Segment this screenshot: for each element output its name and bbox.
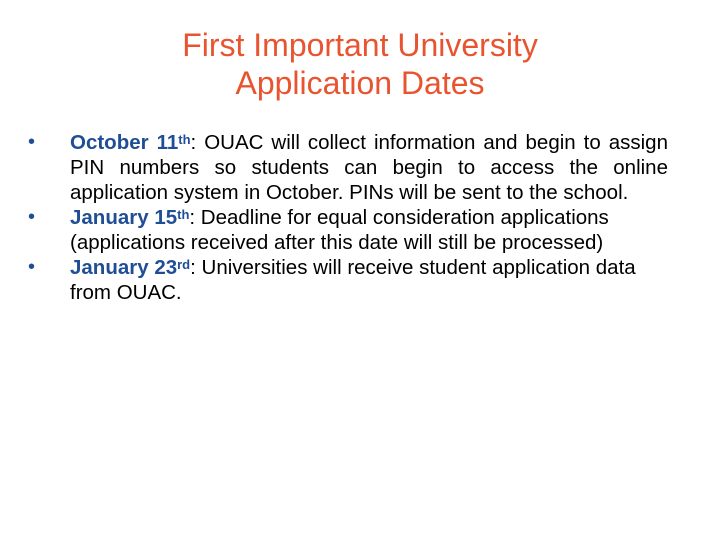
bullet-lead-text: : OUAC will collect xyxy=(190,131,366,154)
bullet-date xyxy=(70,256,190,279)
bullet-lead-text: : Deadline for equal consideration xyxy=(189,206,495,229)
bullet-date-suffix: rd xyxy=(177,257,191,272)
bullet-body-text: information and begin to assign PIN numbers so students can begin to access the online application system in October. PINs will be sent to the school. xyxy=(70,131,668,204)
bullet-item-october xyxy=(28,130,668,205)
bullet-date xyxy=(70,206,189,229)
bullet-dot-icon: • xyxy=(28,256,36,278)
bullet-lead-text: : Universities will receive student xyxy=(190,256,487,279)
bullet-date-text: October 11 xyxy=(70,131,179,154)
bullet-date xyxy=(70,131,191,154)
bullet-list xyxy=(28,130,668,305)
bullet-date-suffix: th xyxy=(178,132,191,147)
bullet-date-text: January 15 xyxy=(70,206,178,229)
bullet-dot-icon: • xyxy=(28,131,36,153)
bullet-item-january-15 xyxy=(28,205,668,255)
bullet-body-text: application data from OUAC. xyxy=(70,256,636,304)
slide-title-line-1: First Important University xyxy=(182,27,538,63)
slide-title xyxy=(60,26,660,102)
bullet-dot-icon: • xyxy=(28,206,36,228)
bullet-date-suffix: th xyxy=(177,207,190,222)
slide-title-line-2: Application Dates xyxy=(235,65,485,101)
bullet-body-text: applications (applications received after this date will still be processed) xyxy=(70,206,609,254)
bullet-date-text: January 23 xyxy=(70,256,178,279)
bullet-item-january-23 xyxy=(28,255,668,305)
